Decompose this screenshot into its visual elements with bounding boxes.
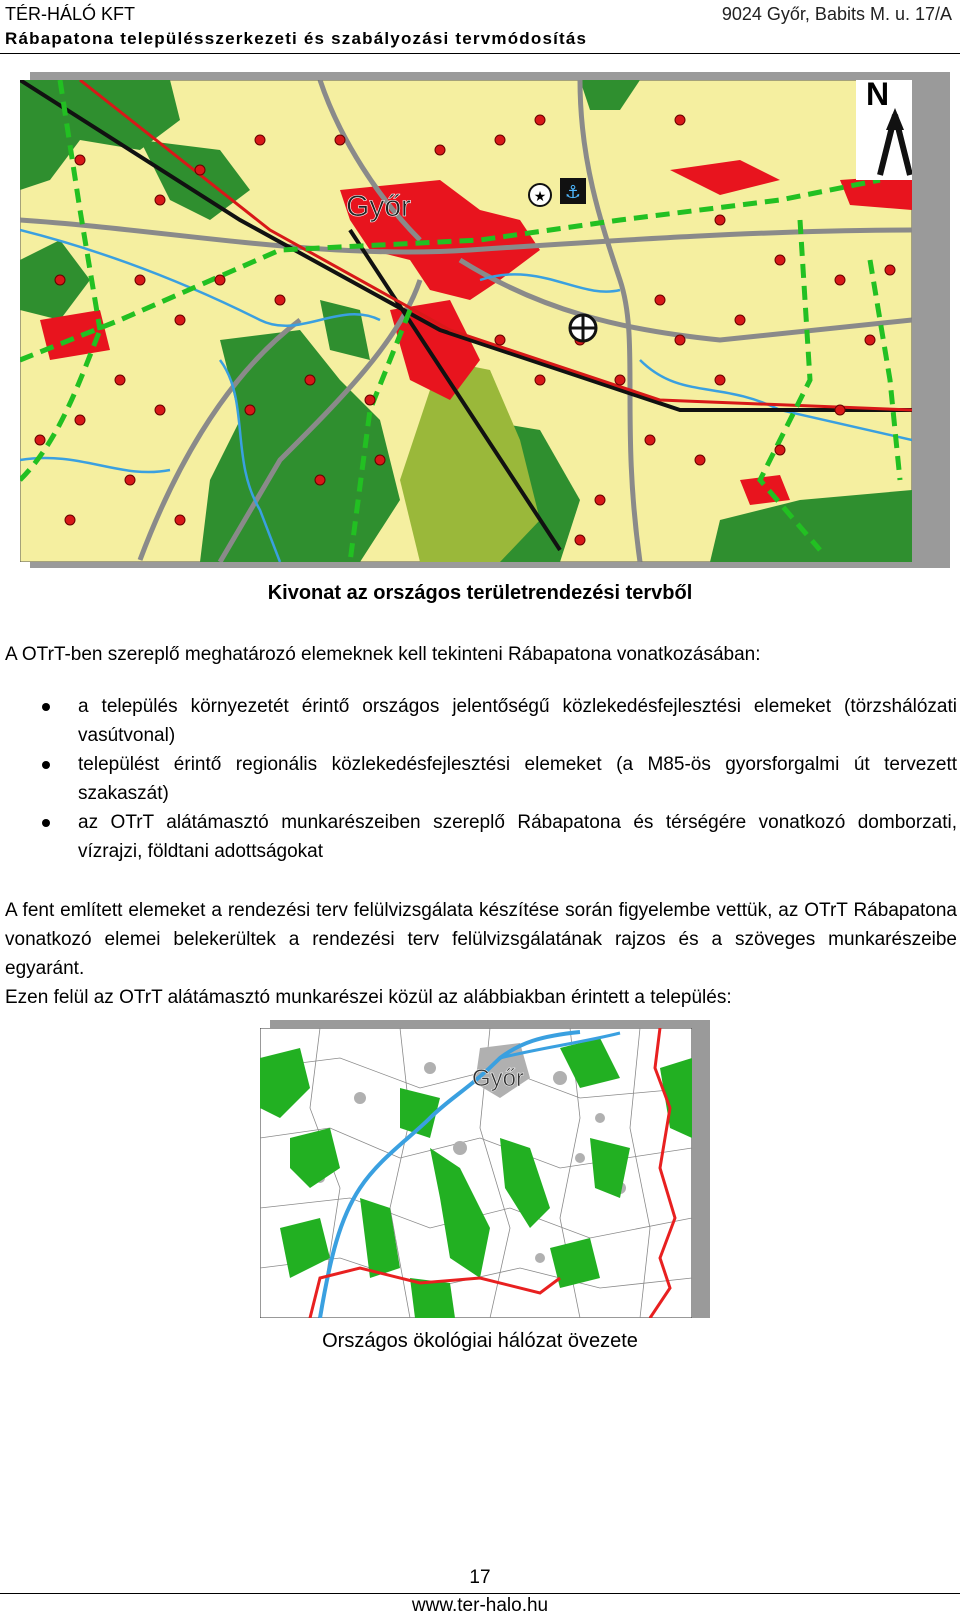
list-item: a település környezetét érintő országos jelentőségű közlekedésfejlesztési elemeket (törzshálózati vasútvonal) (0, 692, 957, 750)
affected-paragraph: Ezen felül az OTrT alátámasztó munkarészei közül az alábbiakban érintett a település: (5, 987, 732, 1008)
bullet-list (0, 692, 957, 866)
map1-caption: Kivonat az országos területrendezési tervből (267, 582, 693, 604)
intro-paragraph: A OTrT-ben szereplő meghatározó elemeknek kell tekinteni Rábapatona vonatkozásában: (5, 644, 761, 665)
national-plan-map-image (20, 80, 912, 562)
svg-text:★: ★ (533, 189, 547, 205)
document-subtitle: Rábapatona településszerkezeti és szabályozási tervmódosítás (5, 29, 588, 48)
list-item: települést érintő regionális közlekedésfejlesztési elemeket (a M85-ös gyorsforgalmi út tervezett szakaszát) (0, 750, 957, 808)
company-name: TÉR-HÁLÓ KFT (5, 4, 136, 24)
city-label-gyor: Győr (472, 1065, 525, 1092)
bullet-icon (42, 761, 50, 769)
page-header (0, 0, 960, 56)
ecological-network-map-image (260, 1028, 692, 1318)
header-divider (0, 53, 960, 54)
footer-divider (0, 1593, 960, 1594)
svg-text:⚓: ⚓ (564, 182, 582, 203)
map2-caption: Országos ökológiai hálózat övezete (322, 1330, 638, 1352)
company-address: 9024 Győr, Babits M. u. 17/A (721, 4, 952, 24)
list-item: az OTrT alátámasztó munkarészeiben szereplő Rábapatona és térségére vonatkozó domborzati, vízrajzi, földtani adottságokat (0, 808, 957, 866)
ecological-network-map (260, 1028, 700, 1328)
north-arrow-label: N (866, 80, 890, 112)
national-plan-map (20, 80, 940, 580)
page-number: 17 (469, 1567, 491, 1588)
summary-paragraph: A fent említett elemeket a rendezési terv felülvizsgálata készítése során figyelembe vettük, az OTrT Rábapatona vonatkozó elemei belekerültek a rendezési terv felülvizsgálatának rajzos és a szöveges munkarészeibe egyaránt. (5, 900, 957, 979)
city-label-gyor: Győr (346, 190, 412, 223)
footer-url: www.ter-halo.hu (411, 1595, 549, 1616)
bullet-icon (42, 819, 50, 827)
bullet-icon (42, 703, 50, 711)
